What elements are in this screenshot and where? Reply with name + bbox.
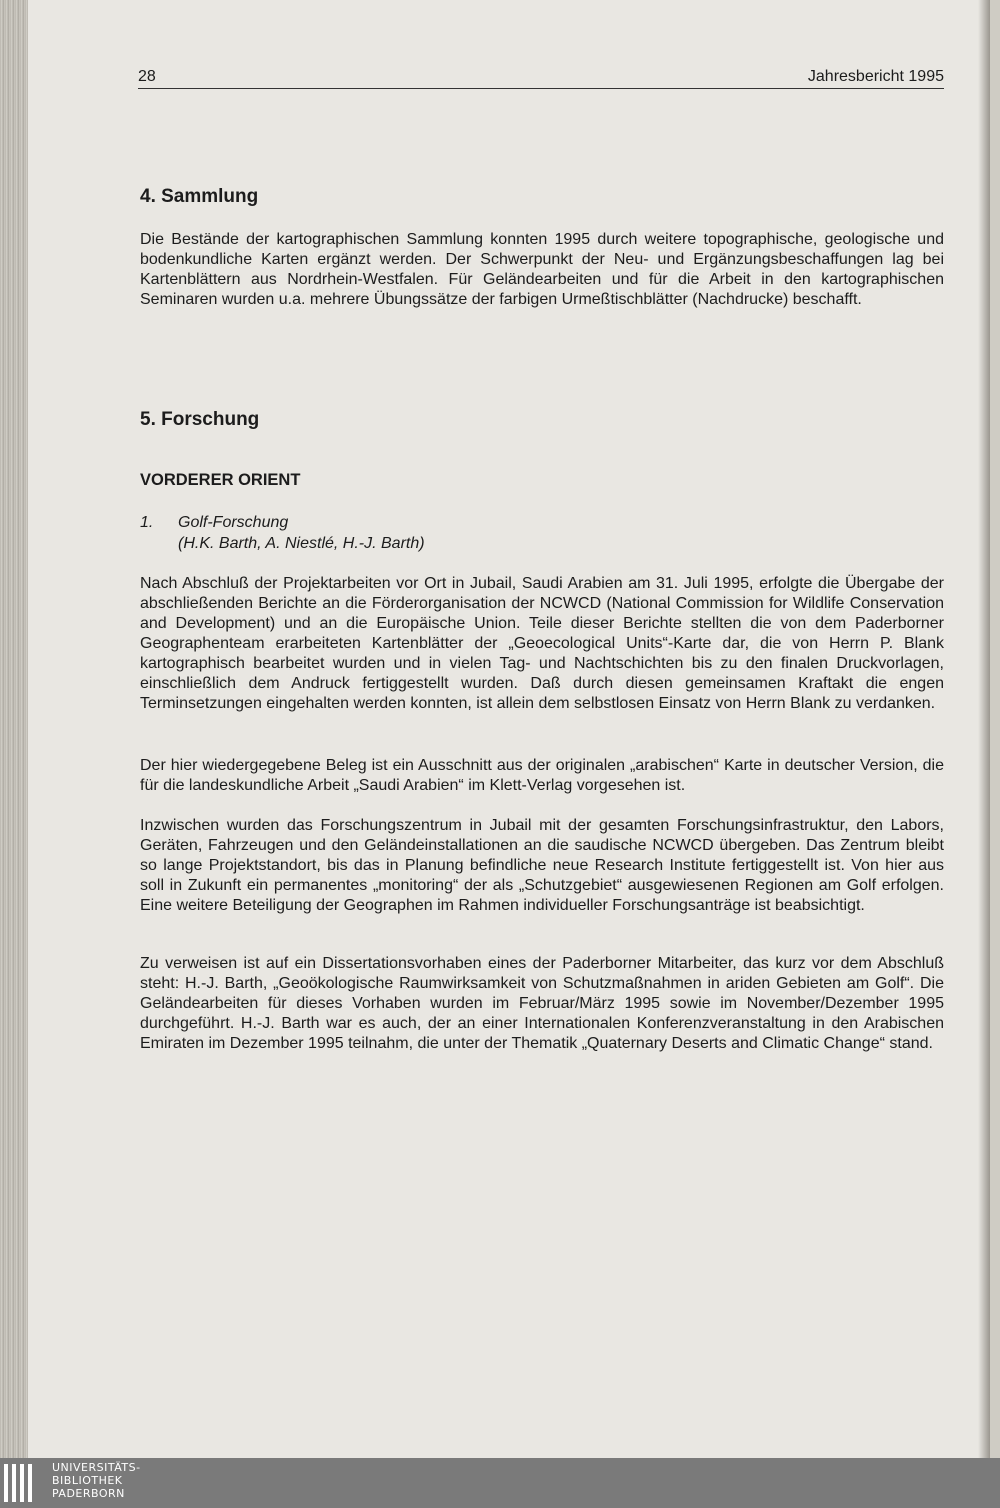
paragraph-sammlung: Die Bestände der kartographischen Sammlung konnten 1995 durch weitere topographische, geologische und bodenkundliche Karten ergänzt werden. Der Schwerpunkt der Neu- und Ergänzungsbeschaffungen lag bei Kartenblättern aus Nordrhein-Westfalen. Für Geländearbeiten und für die Arbeit in den kartographischen Seminaren wurden u.a. mehrere Übungssätze der farbigen Urmeßtischblätter (Nachdrucke) beschafft. [140,231,944,308]
document-page [28,0,990,1458]
section-heading-sammlung: 4. Sammlung [140,186,259,207]
running-title: Jahresbericht 1995 [807,68,944,85]
paragraph-1: Nach Abschluß der Projektarbeiten vor Ort in Jubail, Saudi Arabien am 31. Juli 1995, erfolgte die Übergabe der abschließenden Berichte an die Förderorganisation der NCWCD (National Commission for Wildlife Conservation and Development) und an die Europäische Union. Teile dieser Berichte stellten die von dem Paderborner Geographenteam erarbeiteten Kartenblätter der „Geoecological Units“-Karte dar, die von Herrn P. Blank kartographisch bearbeitet wurden und in vielen Tag- und Nachtschichten bis zu den finalen Druckvorlagen, einschließlich dem Andruck fertiggestellt wurden. Daß durch diesen gemeinsamen Kraftakt die engen Terminsetzungen eingehalten werden konnten, ist allein dem selbstlosen Einsatz von Herrn Blank zu verdanken. [140,575,944,712]
library-name-line1: UNIVERSITÄTS- [52,1461,141,1474]
library-name [52,1461,141,1500]
section-heading-forschung: 5. Forschung [140,409,260,430]
library-name-line2: BIBLIOTHEK [52,1474,123,1487]
page-stack-edge [0,0,28,1458]
page-number: 28 [138,68,156,85]
paragraph-3: Inzwischen wurden das Forschungszentrum in Jubail mit der gesamten Forschungsinfrastruktur, den Labors, Geräten, Fahrzeugen und den Geländeinstallationen an die saudische NCWCD übergeben. Das Zentrum bleibt so lange Projektstandort, bis das in Planung befindliche neue Research Institute fertiggestellt ist. Von hier aus soll in Zukunft ein permanentes „monitoring“ der als „Schutzgebiet“ ausgewiesenen Regionen am Golf erfolgen. Eine weitere Beteiligung der Geographen im Rahmen individueller Forschungsanträge ist beabsichtigt. [140,817,944,914]
paragraph-4: Zu verweisen ist auf ein Dissertationsvorhaben eines der Paderborner Mitarbeiter, das kurz vor dem Abschluß steht: H.-J. Barth, „Geoökologische Raumwirksamkeit von Schutzmaßnahmen in ariden Gebieten am Golf“. Die Geländearbeiten für dieses Vorhaben wurden im Februar/März 1995 sowie im November/Dezember 1995 durchgeführt. H.-J. Barth war es auch, der an einer Internationalen Konferenzveranstaltung in den Arabischen Emiraten im Dezember 1995 teilnahm, die unter der Thematik „Quaternary Deserts and Climatic Change“ stand. [140,955,944,1052]
research-item [140,512,425,554]
page-gutter-shadow [978,0,990,1458]
item-title: Golf-Forschung [178,514,289,531]
item-number: 1. [140,514,154,531]
paragraph-2: Der hier wiedergegebene Beleg ist ein Ausschnitt aus der originalen „arabischen“ Karte in deutscher Version, die für die landeskundliche Arbeit „Saudi Arabien“ im Klett-Verlag vorgesehen ist. [140,757,944,794]
subsection-heading-orient: VORDERER ORIENT [140,471,301,489]
library-name-line3: PADERBORN [52,1487,125,1500]
item-authors: (H.K. Barth, A. Niestlé, H.-J. Barth) [178,535,425,552]
library-logo-icon [4,1464,44,1504]
library-footer-bar [0,1458,1000,1508]
page-header [138,68,944,89]
